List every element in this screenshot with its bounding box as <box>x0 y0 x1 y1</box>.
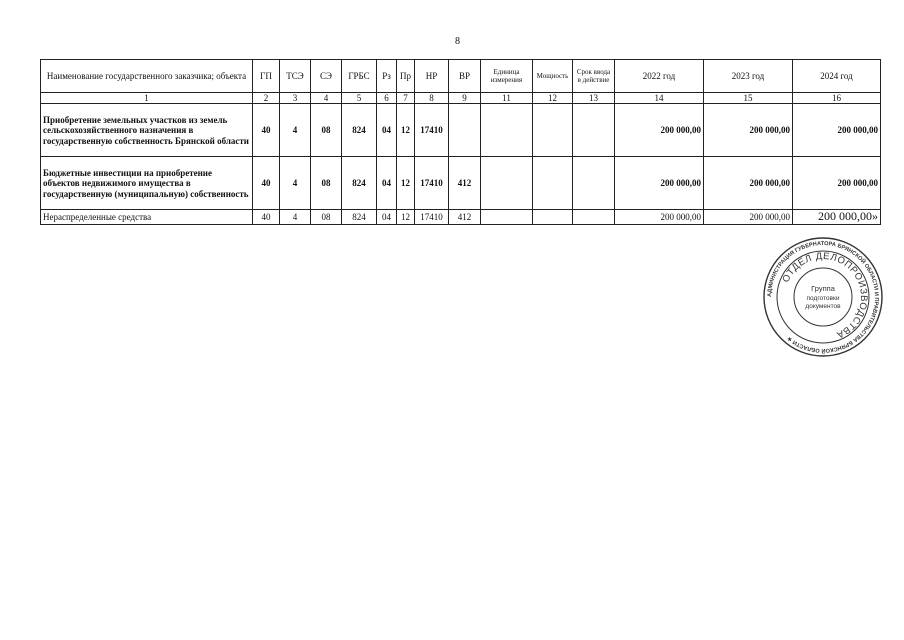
table-cell-vr <box>449 104 481 157</box>
header-unit: Единица измерения <box>481 60 533 93</box>
column-number: 8 <box>415 93 449 104</box>
table-cell-2023: 200 000,00 <box>704 104 793 157</box>
column-number: 3 <box>280 93 311 104</box>
table-cell-commissioning <box>573 104 615 157</box>
column-number: 14 <box>615 93 704 104</box>
header-pr: Пр <box>397 60 415 93</box>
table-cell-unit <box>481 157 533 210</box>
column-number: 2 <box>253 93 280 104</box>
table-cell-se: 08 <box>311 104 342 157</box>
header-nr: НР <box>415 60 449 93</box>
stamp-center-line2: подготовки <box>806 295 840 302</box>
table-cell-unit <box>481 210 533 225</box>
stamp-center-line3: документов <box>805 303 841 310</box>
table-cell-tse: 4 <box>280 157 311 210</box>
header-2022: 2022 год <box>615 60 704 93</box>
header-commissioning: Срок ввода в действие <box>573 60 615 93</box>
table-cell-capacity <box>533 157 573 210</box>
column-number: 15 <box>704 93 793 104</box>
header-vr: ВР <box>449 60 481 93</box>
table-cell-tse: 4 <box>280 210 311 225</box>
header-rz: Рз <box>377 60 397 93</box>
table-cell-nr: 17410 <box>415 104 449 157</box>
table-cell-2022: 200 000,00 <box>615 157 704 210</box>
table-cell-nr: 17410 <box>415 157 449 210</box>
table-cell-2022: 200 000,00 <box>615 210 704 225</box>
table-cell-grbs: 824 <box>342 157 377 210</box>
table-cell-rz: 04 <box>377 157 397 210</box>
table-cell-pr: 12 <box>397 104 415 157</box>
header-gp: ГП <box>253 60 280 93</box>
stamp-center-line1: Группа <box>811 284 835 293</box>
table-cell-name: Нераспределенные средства <box>41 210 253 225</box>
table-row <box>41 104 881 157</box>
table-cell-pr: 12 <box>397 210 415 225</box>
header-capacity: Мощность <box>533 60 573 93</box>
table-cell-grbs: 824 <box>342 104 377 157</box>
table-cell-name: Приобретение земельных участков из земель сельскохозяйственного назначения в государственную собственность Брянской области <box>41 104 253 157</box>
stamp-middle-text: ОТДЕЛ ДЕЛОПРОИЗВОДСТВА <box>780 250 870 341</box>
table-cell-gp: 40 <box>253 157 280 210</box>
budget-table <box>40 59 881 225</box>
table-cell-name: Бюджетные инвестиции на приобретение объектов недвижимого имущества в государственную (муниципальную) собственность <box>41 157 253 210</box>
header-grbs: ГРБС <box>342 60 377 93</box>
table-cell-unit <box>481 104 533 157</box>
column-number: 1 <box>41 93 253 104</box>
stamp-outer-text: АДМИНИСТРАЦИЯ ГУБЕРНАТОРА БРЯНСКОЙ ОБЛАСТИ И ПРАВИТЕЛЬСТВА БРЯНСКОЙ ОБЛАСТИ ★ <box>766 240 880 354</box>
header-tse: ТСЭ <box>280 60 311 93</box>
table-cell-vr: 412 <box>449 210 481 225</box>
column-number: 13 <box>573 93 615 104</box>
column-number-row <box>41 93 881 104</box>
table-cell-2022: 200 000,00 <box>615 104 704 157</box>
column-number: 9 <box>449 93 481 104</box>
table-cell-2024: 200 000,00 <box>793 104 881 157</box>
table-cell-commissioning <box>573 210 615 225</box>
table-header-row <box>41 60 881 93</box>
table-row <box>41 157 881 210</box>
table-cell-commissioning <box>573 157 615 210</box>
table-cell-2024: 200 000,00» <box>793 210 881 225</box>
column-number: 7 <box>397 93 415 104</box>
table-cell-2023: 200 000,00 <box>704 157 793 210</box>
table-cell-vr: 412 <box>449 157 481 210</box>
page-number: 8 <box>455 36 460 47</box>
table-cell-pr: 12 <box>397 157 415 210</box>
table-cell-capacity <box>533 104 573 157</box>
header-name: Наименование государственного заказчика; объекта <box>41 60 253 93</box>
table-cell-rz: 04 <box>377 104 397 157</box>
column-number: 5 <box>342 93 377 104</box>
column-number: 11 <box>481 93 533 104</box>
header-2024: 2024 год <box>793 60 881 93</box>
column-number: 12 <box>533 93 573 104</box>
table-cell-grbs: 824 <box>342 210 377 225</box>
table-cell-nr: 17410 <box>415 210 449 225</box>
column-number: 4 <box>311 93 342 104</box>
column-number: 16 <box>793 93 881 104</box>
table-cell-2023: 200 000,00 <box>704 210 793 225</box>
table-cell-rz: 04 <box>377 210 397 225</box>
table-cell-2024: 200 000,00 <box>793 157 881 210</box>
table-cell-se: 08 <box>311 210 342 225</box>
table-cell-gp: 40 <box>253 104 280 157</box>
table-cell-tse: 4 <box>280 104 311 157</box>
column-number: 6 <box>377 93 397 104</box>
header-2023: 2023 год <box>704 60 793 93</box>
header-se: СЭ <box>311 60 342 93</box>
office-stamp <box>762 236 884 358</box>
table-row <box>41 210 881 225</box>
table-cell-se: 08 <box>311 157 342 210</box>
table-cell-capacity <box>533 210 573 225</box>
table-cell-gp: 40 <box>253 210 280 225</box>
